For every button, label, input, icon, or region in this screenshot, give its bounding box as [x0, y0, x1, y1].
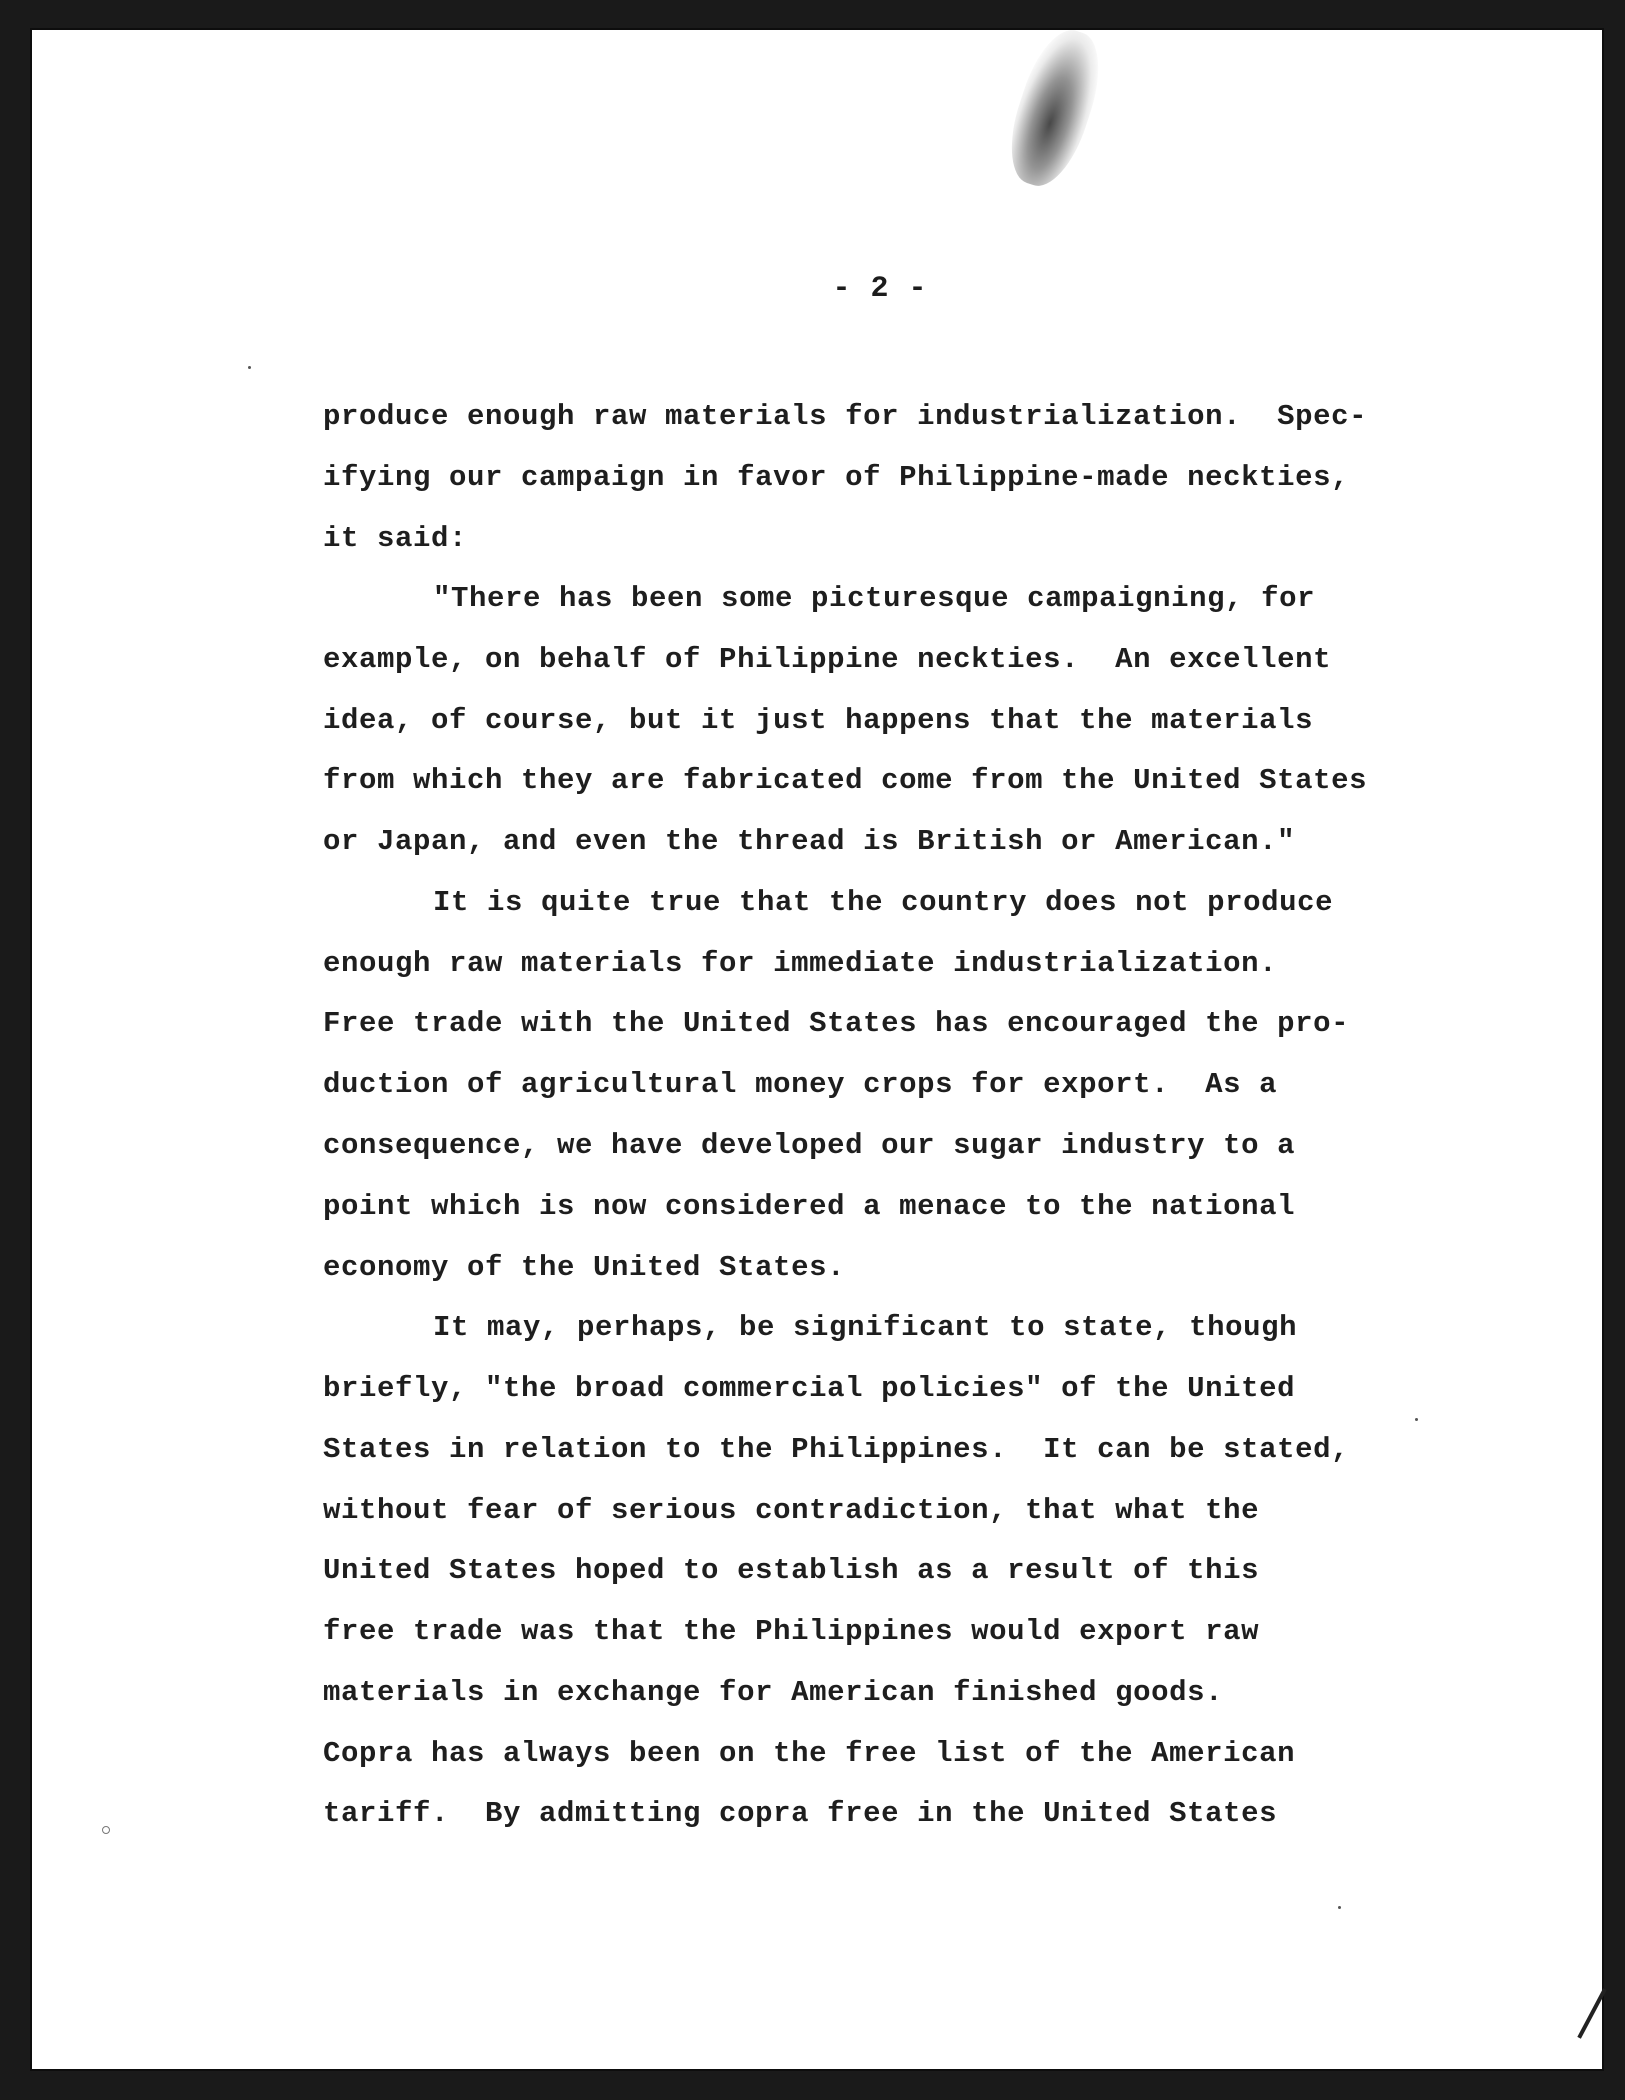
text-line: United States hoped to establish as a result of this: [323, 1554, 1260, 1587]
text-line: from which they are fabricated come from the United States: [323, 764, 1368, 797]
text-line: or Japan, and even the thread is British or American.": [323, 825, 1296, 858]
page-number: - 2 -: [832, 272, 928, 306]
text-line: ifying our campaign in favor of Philippine-made neckties,: [323, 461, 1350, 494]
text-line: economy of the United States.: [323, 1251, 846, 1284]
text-line: consequence, we have developed our sugar industry to a: [323, 1129, 1296, 1162]
text-line: It may, perhaps, be significant to state, though: [433, 1311, 1298, 1344]
document-page: [30, 28, 1604, 2071]
text-line: free trade was that the Philippines would export raw: [323, 1615, 1260, 1648]
text-line: States in relation to the Philippines. It can be stated,: [323, 1433, 1350, 1466]
text-line: example, on behalf of Philippine neckties. An excellent: [323, 643, 1332, 676]
text-line: Free trade with the United States has encouraged the pro-: [323, 1007, 1350, 1040]
text-line: "There has been some picturesque campaigning, for: [433, 582, 1316, 615]
text-line: point which is now considered a menace to the national: [323, 1190, 1296, 1223]
text-line: produce enough raw materials for industrialization. Spec-: [323, 400, 1368, 433]
text-line: briefly, "the broad commercial policies" of the United: [323, 1372, 1296, 1405]
text-line: It is quite true that the country does not produce: [433, 886, 1334, 919]
text-line: duction of agricultural money crops for export. As a: [323, 1068, 1278, 1101]
text-line: idea, of course, but it just happens that the materials: [323, 704, 1314, 737]
text-line: it said:: [323, 522, 468, 555]
text-line: enough raw materials for immediate industrialization.: [323, 947, 1278, 980]
body-text: [30, 28, 1604, 2071]
text-line: materials in exchange for American finished goods.: [323, 1676, 1224, 1709]
text-line: Copra has always been on the free list of the American: [323, 1737, 1296, 1770]
text-line: tariff. By admitting copra free in the United States: [323, 1797, 1278, 1830]
text-line: without fear of serious contradiction, that what the: [323, 1494, 1260, 1527]
